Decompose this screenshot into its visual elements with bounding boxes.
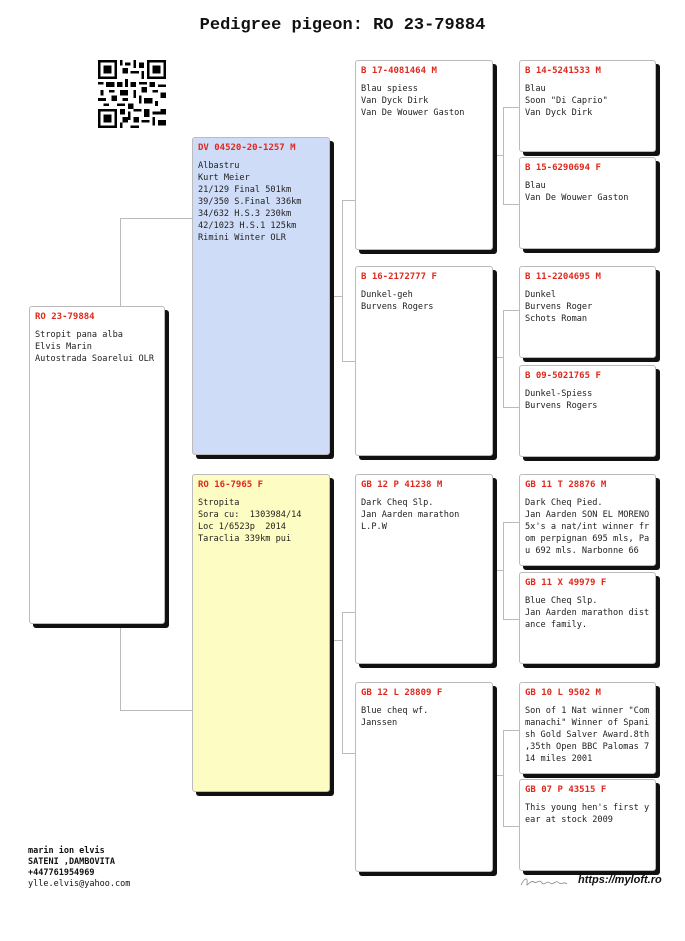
card-line: Stropit pana alba: [35, 330, 123, 340]
connector-line: [493, 357, 503, 359]
grandparent-card: [355, 682, 493, 872]
card-line: 39/350 S.Final 336km: [198, 197, 302, 207]
ring-number: RO 23-79884: [35, 312, 95, 322]
connector-line: [493, 570, 503, 572]
great-grandparent-card: [519, 365, 656, 457]
signature-icon: [519, 874, 569, 893]
ring-number: GB 10 L 9502 M: [525, 688, 601, 698]
card-line: Jan Aarden SON EL MORENO 5x's a nat/int winner from perpignan 695 mls, Pau 692 mls. Narbonne 66: [525, 510, 655, 556]
grandparent-card: [355, 474, 493, 664]
connector-line: [503, 730, 520, 827]
connector-line: [120, 624, 193, 711]
card-line: Burvens Rogers: [525, 401, 598, 411]
ring-number: GB 07 P 43515 F: [525, 785, 607, 795]
card-line: Jan Aarden marathon distance family.: [525, 608, 650, 630]
card-line: Autostrada Soarelui OLR: [35, 354, 154, 364]
breeder-contact: [28, 846, 130, 890]
great-grandparent-card: [519, 779, 656, 871]
card-line: Jan Aarden marathon: [361, 510, 460, 520]
ring-number: B 14-5241533 M: [525, 66, 601, 76]
card-line: 21/129 Final 501km: [198, 185, 292, 195]
qr-code-icon: [98, 60, 166, 132]
ring-number: B 16-2172777 F: [361, 272, 437, 282]
great-grandparent-card: [519, 572, 656, 664]
ring-number: B 15-6290694 F: [525, 163, 601, 173]
ring-number: GB 12 P 41238 M: [361, 480, 443, 490]
card-line: Dunkel: [525, 290, 557, 300]
card-line: Dark Cheq Pied.: [525, 498, 603, 508]
connector-line: [342, 200, 356, 362]
card-line: Burvens Rogers: [361, 302, 434, 312]
connector-line: [493, 155, 503, 157]
ring-number: RO 16-7965 F: [198, 480, 264, 490]
great-grandparent-card: [519, 682, 656, 774]
subject-card: [29, 306, 165, 624]
great-grandparent-card: [519, 157, 656, 249]
card-line: Blau: [525, 181, 546, 191]
connector-line: [330, 640, 342, 642]
ring-number: GB 11 X 49979 F: [525, 578, 607, 588]
ring-number: DV 04520-20-1257 M: [198, 143, 296, 153]
ring-number: GB 11 T 28876 M: [525, 480, 607, 490]
connector-line: [503, 107, 520, 205]
card-line: Dark Cheq Slp.: [361, 498, 434, 508]
card-line: Van De Wouwer Gaston: [525, 193, 629, 203]
connector-line: [503, 522, 520, 620]
connector-line: [120, 218, 193, 307]
ring-number: B 09-5021765 F: [525, 371, 601, 381]
breeder-location: SATENI ,DAMBOVITA: [28, 857, 115, 867]
card-line: Elvis Marin: [35, 342, 92, 352]
ring-number: B 11-2204695 M: [525, 272, 601, 282]
card-line: Burvens Roger: [525, 302, 593, 312]
ring-number: GB 12 L 28809 F: [361, 688, 443, 698]
card-line: Van De Wouwer Gaston: [361, 108, 465, 118]
card-line: Loc 1/6523p 2014: [198, 522, 286, 532]
card-line: Kurt Meier: [198, 173, 250, 183]
card-line: Blau spiess: [361, 84, 418, 94]
connector-line: [493, 775, 503, 777]
breeder-name: marin ion elvis: [28, 846, 105, 856]
dam-card: [192, 474, 330, 792]
card-line: Soon "Di Caprio": [525, 96, 608, 106]
card-line: 34/632 H.S.3 230km: [198, 209, 292, 219]
grandparent-card: [355, 60, 493, 250]
card-line: Stropita: [198, 498, 240, 508]
card-line: Rimini Winter OLR: [198, 233, 286, 243]
card-line: Dunkel-geh: [361, 290, 413, 300]
sire-card: [192, 137, 330, 455]
page-title: Pedigree pigeon: RO 23-79884: [199, 16, 486, 35]
card-line: Schots Roman: [525, 314, 588, 324]
card-line: Son of 1 Nat winner "Commanachi" Winner of Spanish Gold Salver Award.8th ,35th Open BBC Palomas 714 miles 2001: [525, 706, 655, 764]
card-line: Van Dyck Dirk: [525, 108, 593, 118]
card-line: Sora cu: 1303984/14: [198, 510, 302, 520]
connector-line: [342, 612, 356, 754]
great-grandparent-card: [519, 60, 656, 152]
breeder-email[interactable]: ylle.elvis@yahoo.com: [28, 879, 131, 889]
connector-line: [503, 310, 520, 408]
card-line: Blau: [525, 84, 546, 94]
great-grandparent-card: [519, 474, 656, 566]
connector-line: [330, 296, 342, 298]
great-grandparent-card: [519, 266, 656, 358]
website-link[interactable]: https://myloft.ro: [578, 874, 662, 886]
card-line: Dunkel-Spiess: [525, 389, 593, 399]
card-line: Janssen: [361, 718, 398, 728]
breeder-phone[interactable]: +447761954969: [28, 868, 95, 878]
card-line: Blue Cheq Slp.: [525, 596, 598, 606]
card-line: L.P.W: [361, 522, 387, 532]
grandparent-card: [355, 266, 493, 456]
ring-number: B 17-4081464 M: [361, 66, 437, 76]
card-line: This young hen's first year at stock 2009: [525, 803, 650, 825]
card-line: Van Dyck Dirk: [361, 96, 429, 106]
card-line: Albastru: [198, 161, 240, 171]
card-line: Taraclia 339km pui: [198, 534, 292, 544]
card-line: 42/1023 H.S.1 125km: [198, 221, 297, 231]
card-line: Blue cheq wf.: [361, 706, 429, 716]
